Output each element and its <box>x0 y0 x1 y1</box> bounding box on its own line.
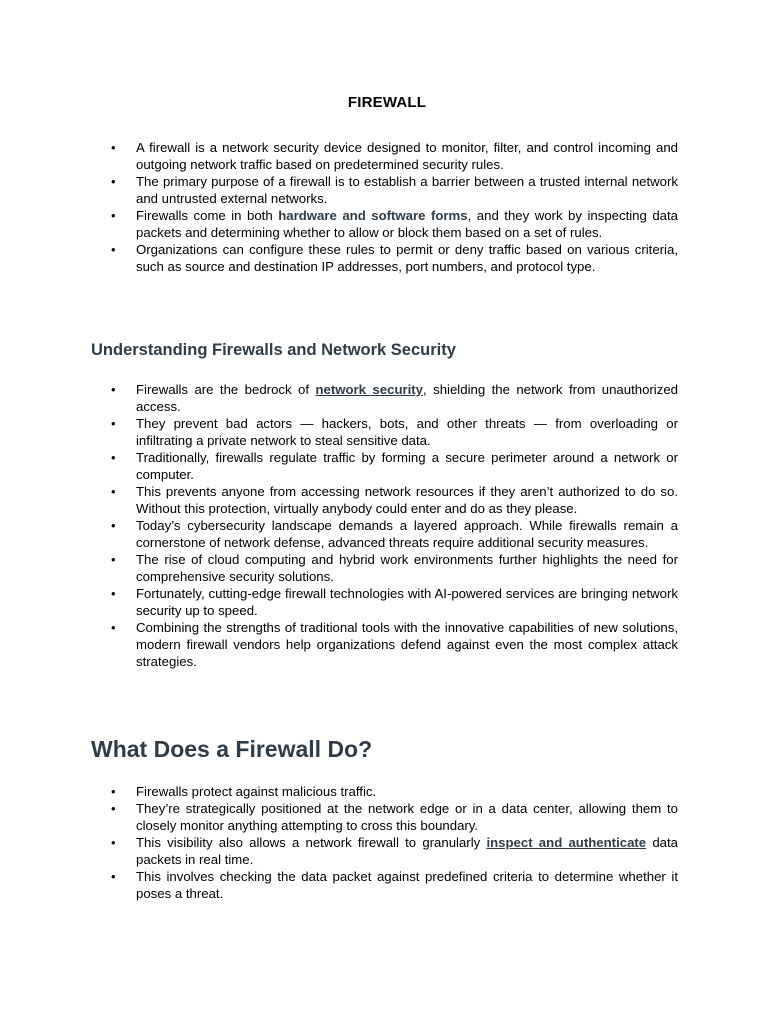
bullet-icon: • <box>111 835 116 850</box>
list-item: • Firewalls protect against malicious traffic. <box>111 784 377 799</box>
list-item: • Today’s cybersecurity landscape demands a layered approach. While firewalls remain a cornerstone of network defense, advanced threats require additional security measures. <box>111 518 678 550</box>
bullet-icon: • <box>111 484 116 499</box>
section-heading-what-does: What Does a Firewall Do? <box>91 736 373 762</box>
inspect-authenticate-link[interactable]: inspect and authenticate <box>486 835 647 850</box>
bullet-icon: • <box>111 416 116 431</box>
bullet-icon: • <box>111 518 116 533</box>
bullet-icon: • <box>111 242 116 257</box>
list-item: • Traditionally, firewalls regulate traffic by forming a secure perimeter around a network or computer. <box>111 450 678 482</box>
bullet-icon: • <box>111 552 116 567</box>
bullet-icon: • <box>111 174 116 189</box>
emphasis-text: hardware and software forms <box>278 208 468 223</box>
list-item: • The primary purpose of a firewall is to establish a barrier between a trusted internal network and untrusted external networks. <box>111 174 678 206</box>
list-item: • A firewall is a network security device designed to monitor, filter, and control incoming and outgoing network traffic based on predetermined security rules. <box>111 140 678 172</box>
list-item: • They prevent bad actors — hackers, bots, and other threats — from overloading or infiltrating a private network to steal sensitive data. <box>111 416 678 448</box>
bullet-icon: • <box>111 450 116 465</box>
bullet-icon: • <box>111 140 116 155</box>
bullet-icon: • <box>111 208 116 223</box>
list-item: • Firewalls come in both hardware and software forms, and they work by inspecting data packets and determining whether to allow or block them based on a set of rules. <box>111 208 678 240</box>
list-item: • Organizations can configure these rules to permit or deny traffic based on various criteria, such as source and destination IP addresses, port numbers, and protocol type. <box>111 242 678 274</box>
list-item: • Fortunately, cutting-edge firewall technologies with AI-powered services are bringing network security up to speed. <box>111 586 678 618</box>
section-heading-understanding: Understanding Firewalls and Network Security <box>91 341 456 359</box>
list-item: • Combining the strengths of traditional tools with the innovative capabilities of new solutions, modern firewall vendors help organizations defend against even the most complex attack strategies. <box>111 620 678 669</box>
bullet-icon: • <box>111 620 116 635</box>
bullet-icon: • <box>111 784 116 799</box>
bullet-icon: • <box>111 382 116 397</box>
list-item: • This visibility also allows a network firewall to granularly inspect and authenticate data packets in real time. <box>111 835 679 867</box>
document-title: FIREWALL <box>347 94 427 111</box>
bullet-icon: • <box>111 801 116 816</box>
bullet-icon: • <box>111 869 116 884</box>
section1-bullet-list <box>0 381 768 670</box>
bullet-icon: • <box>111 586 116 601</box>
list-item: • This prevents anyone from accessing network resources if they aren’t authorized to do so. Without this protection, virtually anybody could enter and do as they please. <box>111 484 678 516</box>
intro-bullet-list <box>0 139 768 275</box>
network-security-link[interactable]: network security <box>315 382 424 397</box>
list-item: • They’re strategically positioned at the network edge or in a data center, allowing them to closely monitor anything attempting to cross this boundary. <box>111 801 678 833</box>
list-item: • Firewalls are the bedrock of network security, shielding the network from unauthorized access. <box>111 382 678 414</box>
list-item: • This involves checking the data packet against predefined criteria to determine whether it poses a threat. <box>111 869 678 901</box>
section2-bullet-list <box>0 783 768 902</box>
list-item: • The rise of cloud computing and hybrid work environments further highlights the need for comprehensive security solutions. <box>111 552 678 584</box>
